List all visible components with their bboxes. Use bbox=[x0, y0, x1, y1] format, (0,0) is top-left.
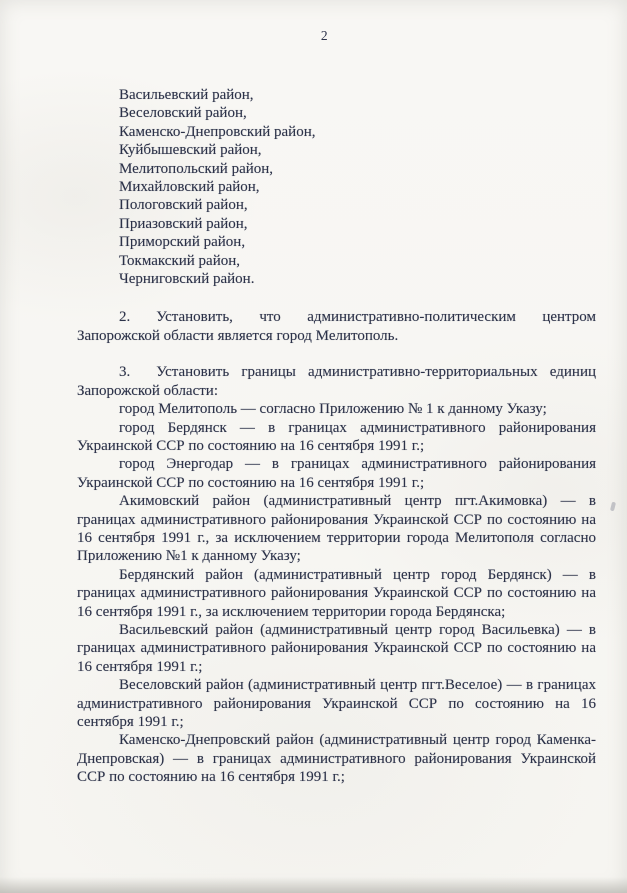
district-list bbox=[119, 86, 596, 288]
list-item: Токмакский район, bbox=[119, 252, 240, 269]
list-item: Приазовский район, bbox=[119, 215, 248, 232]
list-item: Приморский район, bbox=[119, 234, 246, 251]
subparagraph-akimovsky-raion: Акимовский район (административный центр пгт.Акимовка) — в границах административного районирования Украинской ССР по состоянию на 16 сентября 1991 г., за исключением территории города Мелитополя согласно Приложению №1 к данному Указу; bbox=[77, 493, 596, 565]
subparagraph-city-melitopol: город Мелитополь — согласно Приложению № 1 к данному Указу; bbox=[119, 401, 547, 418]
tab-space bbox=[130, 320, 156, 321]
list-item: Куйбышевский район, bbox=[119, 142, 262, 159]
page-number: 2 bbox=[320, 28, 329, 43]
paragraph-3 bbox=[77, 363, 596, 400]
subparagraph-city-berdyansk: город Бердянск — в границах административного районирования Украинской ССР по состоянию на 16 сентября 1991 г.; bbox=[77, 419, 596, 454]
paragraph-2 bbox=[77, 308, 596, 345]
list-item: Михайловский район, bbox=[119, 179, 260, 196]
scan-edge-shadow bbox=[0, 877, 627, 893]
tab-space bbox=[130, 375, 156, 376]
paragraph-2-text: Установить, что административно-политическим центром Запорожской области является город Мелитополь. bbox=[77, 309, 596, 344]
document-body bbox=[77, 86, 596, 787]
list-item: Каменско-Днепровский район, bbox=[119, 123, 316, 140]
scan-artifact bbox=[610, 502, 616, 512]
subparagraph-vasilevsky-raion: Васильевский район (административный центр город Васильевка) — в границах административного районирования Украинской ССР по состоянию на 16 сентября 1991 г.; bbox=[77, 621, 596, 675]
list-item: Мелитопольский район, bbox=[119, 160, 274, 177]
paragraph-3-number: 3. bbox=[119, 364, 131, 381]
list-item: Веселовский район, bbox=[119, 105, 247, 122]
list-item: Черниговский район. bbox=[119, 271, 255, 288]
paragraph-3-text: Установить границы административно-территориальных единиц Запорожской области: bbox=[77, 364, 596, 399]
subparagraph-kamensko-dneprovsky-raion: Каменско-Днепровский район (административный центр город Каменка-Днепровская) — в границах административного районирования Украинской ССР по состоянию на 16 сентября 1991 г.; bbox=[77, 732, 596, 786]
list-item: Васильевский район, bbox=[119, 87, 254, 103]
paragraph-2-number: 2. bbox=[119, 309, 131, 326]
subparagraph-city-energodar: город Энергодар — в границах административного районирования Украинской ССР по состоянию на 16 сентября 1991 г.; bbox=[77, 456, 596, 491]
subparagraph-veselovsky-raion: Веселовский район (административный центр пгт.Веселое) — в границах административного районирования Украинской ССР по состоянию на 16 сентября 1991 г.; bbox=[77, 677, 596, 730]
subparagraph-berdyansky-raion: Бердянский район (административный центр город Бердянск) — в границах административного районирования Украинской ССР по состоянию на 16 сентября 1991 г., за исключением территории города Бердянска; bbox=[77, 566, 596, 620]
list-item: Пологовский район, bbox=[119, 197, 248, 214]
